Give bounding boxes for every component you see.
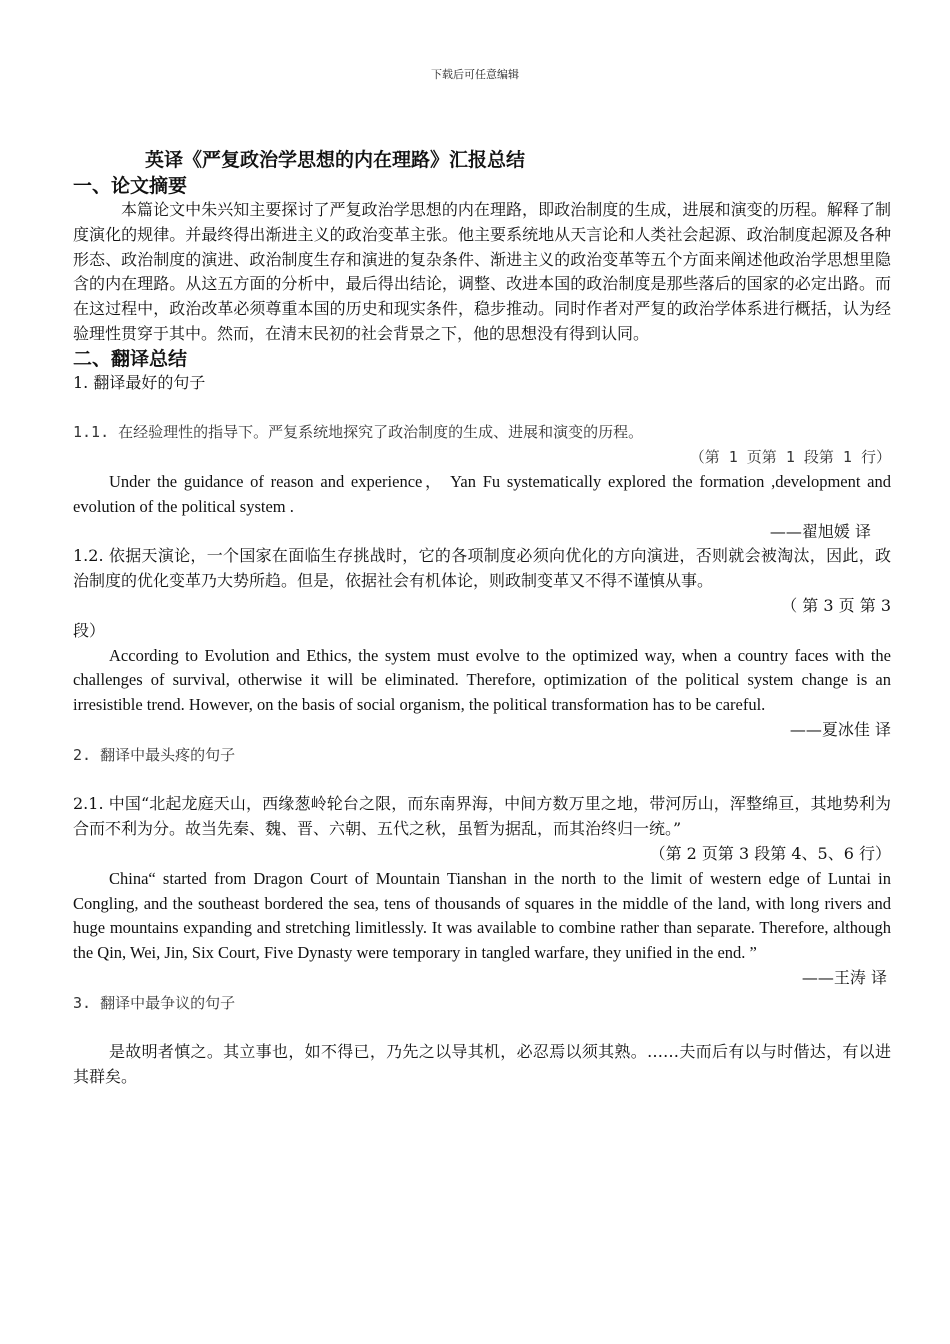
sentence-1-2-chinese: 1.2. 依据天演论，一个国家在面临生存挑战时，它的各项制度必须向优化的方向演进，否则就会被淘汰，因此，政治制度的优化变革乃大势所趋。但是，依据社会有机体论，则政制变革又不得不谨慎从事。	[73, 546, 891, 591]
best-sentences-heading: 1. 翻译最好的句子	[73, 372, 206, 392]
sentence-1-1-chinese: 1.1. 在经验理性的指导下。严复系统地探究了政治制度的生成、进展和演变的历程。	[73, 423, 644, 442]
document-title: 英译《严复政治学思想的内在理路》汇报总结	[145, 149, 526, 171]
translation-heading: 二、翻译总结	[73, 347, 188, 370]
document-body	[73, 147, 891, 1090]
sentence-1-1-english: Under the guidance of reason and experience， Yan Fu systematically explored the formation ,development and evolution of the political system .	[73, 471, 891, 516]
abstract-paragraph: 本篇论文中朱兴知主要探讨了严复政治学思想的内在理路，即政治制度的生成，进展和演变的历程。解释了制度演化的规律。并最终得出渐进主义的政治变革主张。他主要系统地从天言论和人类社会起源、政治制度起源及各种形态、政治制度的演进、政治制度生存和演进的复杂条件、渐进主义的政治变革等五个方面来阐述他政治学思想里隐含的内在理路。从这五方面的分析中，最后得出结论，调整、改进本国的政治制度是那些落后的国家的必定出路。而在这过程中，政治改革必须尊重本国的历史和现实条件，稳步推动。同时作者对严复的政治学体系进行概括，认为经验理性贯穿于其中。然而，在清末民初的社会背景之下，他的思想没有得到认同。	[73, 200, 891, 343]
controversial-sentences-heading: 3. 翻译中最争议的句子	[73, 993, 236, 1012]
spacer	[73, 768, 891, 793]
sentence-3-chinese: 是故明者慎之。其立事也，如不得已，乃先之以导其机，必忍焉以须其熟。……夫而后有以与时偕达，有以进其群矣。	[73, 1042, 891, 1087]
spacer	[73, 1016, 891, 1041]
sentence-1-1-translator: ——翟旭媛 译	[769, 521, 871, 541]
sentence-2-1-english: China“ started from Dragon Court of Mountain Tianshan in the north to the limit of western edge of Luntai in Congling, and the southeast bordered the sea, tens of thousands of squares in the middle of the land, with long rivers and huge mountains expanding and stretching limitlessly. It was available to combine rather than separate. Therefore, although the Qin, Wei, Jin, Six Court, Five Dynasty were temporary in tangled warfare, they unified in the end. ”	[73, 868, 891, 963]
page-header: 下载后可任意编辑	[431, 68, 519, 81]
sentence-2-1-reference: （第 2 页第 3 段第 4、5、6 行）	[649, 843, 891, 863]
sentence-1-1-reference: （第 1 页第 1 段第 1 行）	[689, 448, 891, 467]
spacer	[73, 396, 891, 421]
sentence-1-2-english: According to Evolution and Ethics, the system must evolve to the optimized way, when a country faces with the challenges of survival, otherwise it will be eliminated. Therefore, optimization of the political system change is an irresistible trend. However, on the basis of social organism, the political transformation has to be careful.	[73, 645, 891, 715]
hardest-sentences-heading: 2. 翻译中最头疼的句子	[73, 745, 236, 764]
sentence-1-2-reference-cont: 段）	[73, 620, 106, 640]
sentence-1-2-reference: （ 第 3 页 第 3	[781, 595, 891, 615]
abstract-heading: 一、论文摘要	[73, 175, 188, 197]
sentence-2-1-translator: ——王涛 译	[801, 967, 887, 987]
sentence-1-2-translator: ——夏冰佳 译	[789, 719, 891, 739]
sentence-2-1-chinese: 2.1. 中国“北起龙庭天山，西缘葱岭轮台之限，而东南界海，中间方数万里之地，带河厉山，浑整绵亘，其地势利为合而不利为分。故当先秦、魏、晋、六朝、五代之秋，虽暂为据乱，而其治终归一统。”	[73, 794, 891, 839]
